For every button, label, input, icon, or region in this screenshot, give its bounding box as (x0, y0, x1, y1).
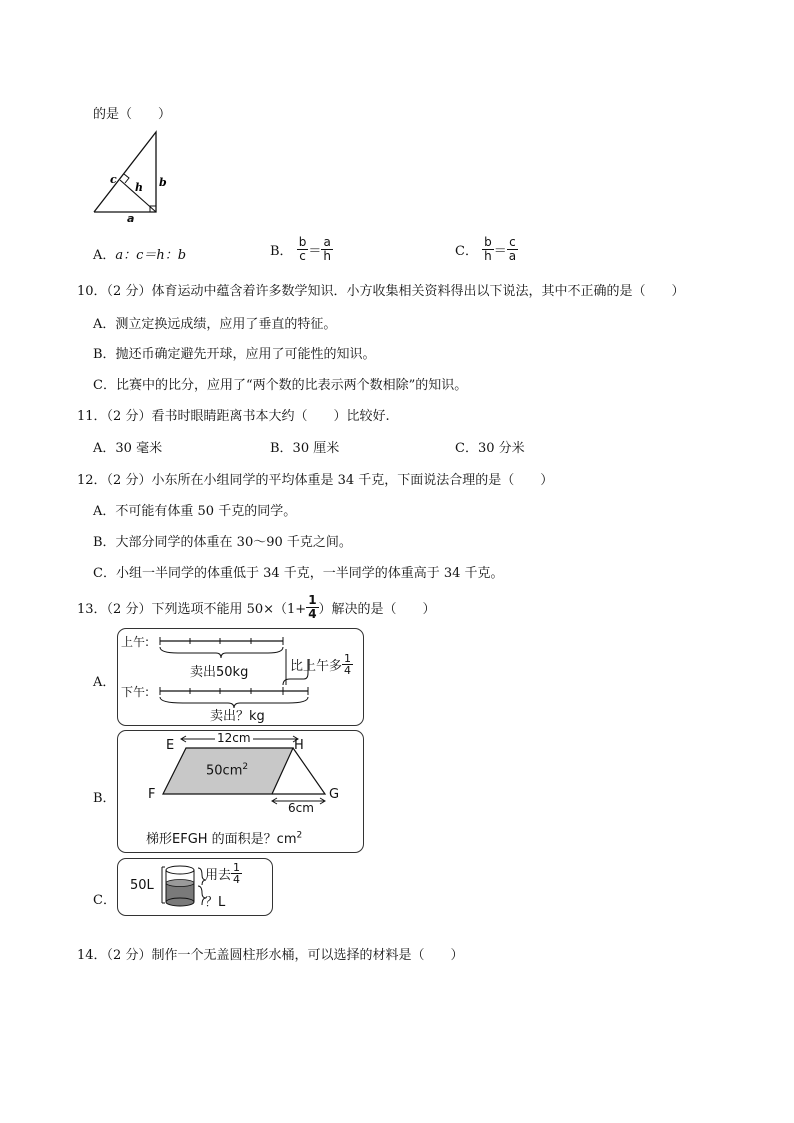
q10-option-c: C．比赛中的比分，应用了“两个数的比表示两个数相除”的知识。 (93, 378, 468, 393)
sold-50kg-label: 卖出50kg (190, 665, 249, 680)
q9-option-c: C． $\frac{b}{h}$ ＝ $\frac{c}{a}$ (455, 235, 517, 263)
label-a-bottom: a (127, 212, 135, 225)
trapezoid-question: 梯形EFGH 的面积是？$cm^2$ (146, 830, 303, 847)
vertex-h-label: H (294, 738, 304, 753)
q13-option-a-figure (117, 628, 364, 726)
label-h: h (135, 181, 143, 194)
q11-option-b: B．30 厘米 (270, 441, 340, 456)
right-triangle-figure (88, 128, 168, 216)
area-label: $50cm^2$ (206, 762, 249, 779)
vertex-e-label: E (166, 738, 175, 753)
q11-option-c: C．30 分米 (455, 441, 525, 456)
bottom-length-label: 6cm (288, 801, 314, 815)
q11-stem: 11．（2 分）看书时眼睛距离书本大约（ ）比较好. (77, 409, 390, 424)
q12-option-c: C．小组一半同学的体重低于 34 千克，一半同学的体重高于 34 千克。 (93, 566, 504, 581)
label-b: b (159, 176, 167, 189)
q13-option-c-letter: C． (93, 893, 116, 908)
q9-option-a: A．a：c＝h：b (93, 248, 187, 263)
cylinder-drawing (118, 859, 272, 915)
q13-option-a-letter: A． (93, 675, 116, 690)
q9-stem-tail: 的是（ ） (93, 107, 172, 122)
q10-option-a: A．测立定换远成绩，应用了垂直的特征。 (93, 317, 337, 332)
q10-stem: 10．（2 分）体育运动中蕴含着许多数学知识．小方收集相关资料得出以下说法，其中不正确的是（ ） (77, 284, 685, 299)
q11-option-a: A．30 毫米 (93, 441, 163, 456)
used-quarter-label: 用去 $\frac{1}{4}$ (205, 861, 241, 886)
q13-option-b-letter: B． (93, 791, 116, 806)
afternoon-label: 下午: (121, 685, 150, 699)
sold-question-label: 卖出？kg (210, 709, 265, 724)
q13-option-b-figure (117, 730, 364, 853)
q13-stem: 13．（2 分）下列选项不能用 50×（1+ $\frac{1}{4}$ ）解决的是（ ） (77, 593, 436, 621)
q12-option-b: B．大部分同学的体重在 30～90 千克之间。 (93, 535, 352, 550)
morning-label: 上午: (121, 635, 150, 649)
q10-option-b: B．抛还币确定避先开球，应用了可能性的知识。 (93, 347, 376, 362)
label-c: c (110, 173, 117, 186)
more-than-morning-label: 比上午多 $\frac{1}{4}$ (290, 652, 352, 677)
q12-option-a: A．不可能有体重 50 千克的同学。 (93, 504, 297, 519)
top-length-label: 12cm (217, 731, 251, 745)
remaining-label: ？L (205, 895, 226, 910)
volume-label: 50L (130, 878, 154, 893)
q14-stem: 14．（2 分）制作一个无盖圆柱形水桶，可以选择的材料是（ ） (77, 948, 464, 963)
vertex-g-label: G (329, 787, 340, 802)
vertex-f-label: F (148, 787, 156, 802)
q12-stem: 12．（2 分）小东所在小组同学的平均体重是 34 千克，下面说法合理的是（ ） (77, 473, 554, 488)
q9-option-b: B． $\frac{b}{c}$ ＝ $\frac{a}{h}$ (270, 235, 331, 263)
q13-option-c-figure (117, 858, 273, 916)
